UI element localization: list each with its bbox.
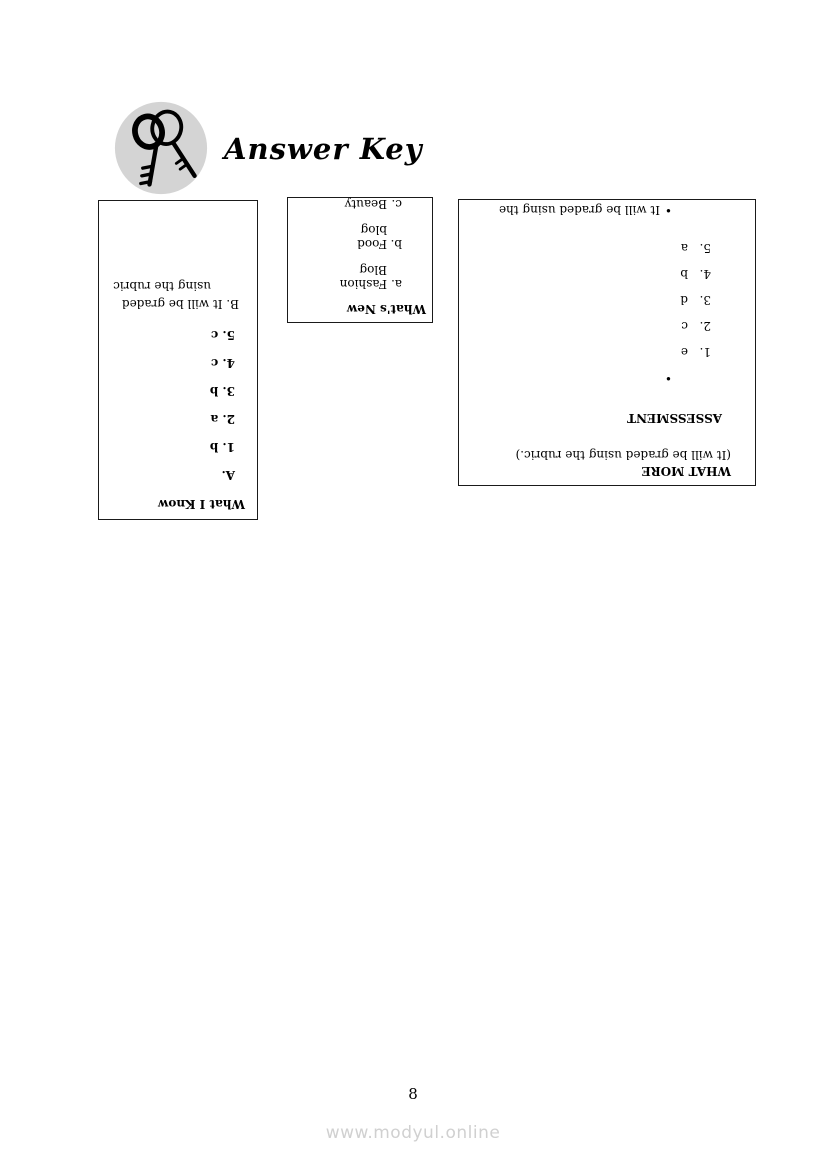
- item-label: a.: [391, 277, 402, 291]
- answer-item: [288, 197, 402, 211]
- item-label: b.: [390, 237, 402, 251]
- section-b-line1: B. It will be graded: [121, 297, 239, 311]
- answer-item: [459, 346, 711, 358]
- assessment-answer-list: [459, 242, 755, 358]
- answer-item: [288, 263, 402, 291]
- answer-item: 4. c: [210, 356, 235, 370]
- section-b-line2: using the rubric: [113, 279, 211, 293]
- what-more-box: [458, 199, 756, 486]
- what-more-note: (It will be graded using the rubric.): [515, 448, 731, 462]
- item-text: Fashion Blog: [339, 263, 387, 291]
- what-i-know-box: [98, 200, 258, 520]
- answer-item: 5. c: [210, 328, 235, 342]
- what-i-know-answer-list: [99, 329, 257, 481]
- answer-item: 1. b: [209, 440, 235, 454]
- answer-item: 2. a: [210, 412, 235, 426]
- item-label: c.: [391, 197, 402, 211]
- box-title-whats-new: What's New: [346, 302, 426, 316]
- answer-item: 3. b: [209, 384, 235, 398]
- item-number: 5.: [699, 241, 711, 255]
- what-more-content: [459, 200, 755, 485]
- item-number: 1.: [699, 345, 711, 359]
- item-text: Beauty: [344, 197, 387, 211]
- answer-item: [459, 294, 711, 306]
- item-number: 4.: [699, 267, 711, 281]
- answer-item: [459, 242, 711, 254]
- bullet-marker: •: [664, 371, 672, 385]
- whats-new-box: [287, 197, 433, 323]
- keys-icon: [112, 100, 210, 196]
- box-title-what-more: WHAT MORE: [641, 464, 731, 478]
- whats-new-content: [288, 198, 432, 322]
- answer-item: [459, 320, 711, 332]
- item-number: 3.: [699, 293, 711, 307]
- item-letter: d: [680, 293, 688, 307]
- answer-item: [288, 223, 402, 251]
- page-title: Answer Key: [224, 132, 423, 166]
- bullet-marker: •: [664, 203, 672, 217]
- what-i-know-content: [99, 201, 257, 519]
- item-letter: b: [680, 267, 688, 281]
- rubric-bullet-note: [459, 204, 672, 216]
- item-text: Food blog: [357, 223, 387, 251]
- whats-new-answer-list: [288, 197, 432, 291]
- assessment-title: ASSESSMENT: [627, 411, 722, 425]
- item-letter: e: [680, 345, 688, 359]
- item-number: 2.: [699, 319, 711, 333]
- section-a-label: A.: [221, 468, 235, 482]
- box-title-what-i-know: What I Know: [158, 497, 245, 511]
- item-letter: c: [681, 319, 688, 333]
- answer-item: [459, 268, 711, 280]
- item-letter: a: [680, 241, 688, 255]
- rubric-note-text: It will be graded using the: [498, 203, 660, 217]
- section-b-note: [99, 277, 257, 313]
- watermark: www.modyul.online: [325, 1123, 501, 1143]
- page-number: 8: [408, 1085, 418, 1103]
